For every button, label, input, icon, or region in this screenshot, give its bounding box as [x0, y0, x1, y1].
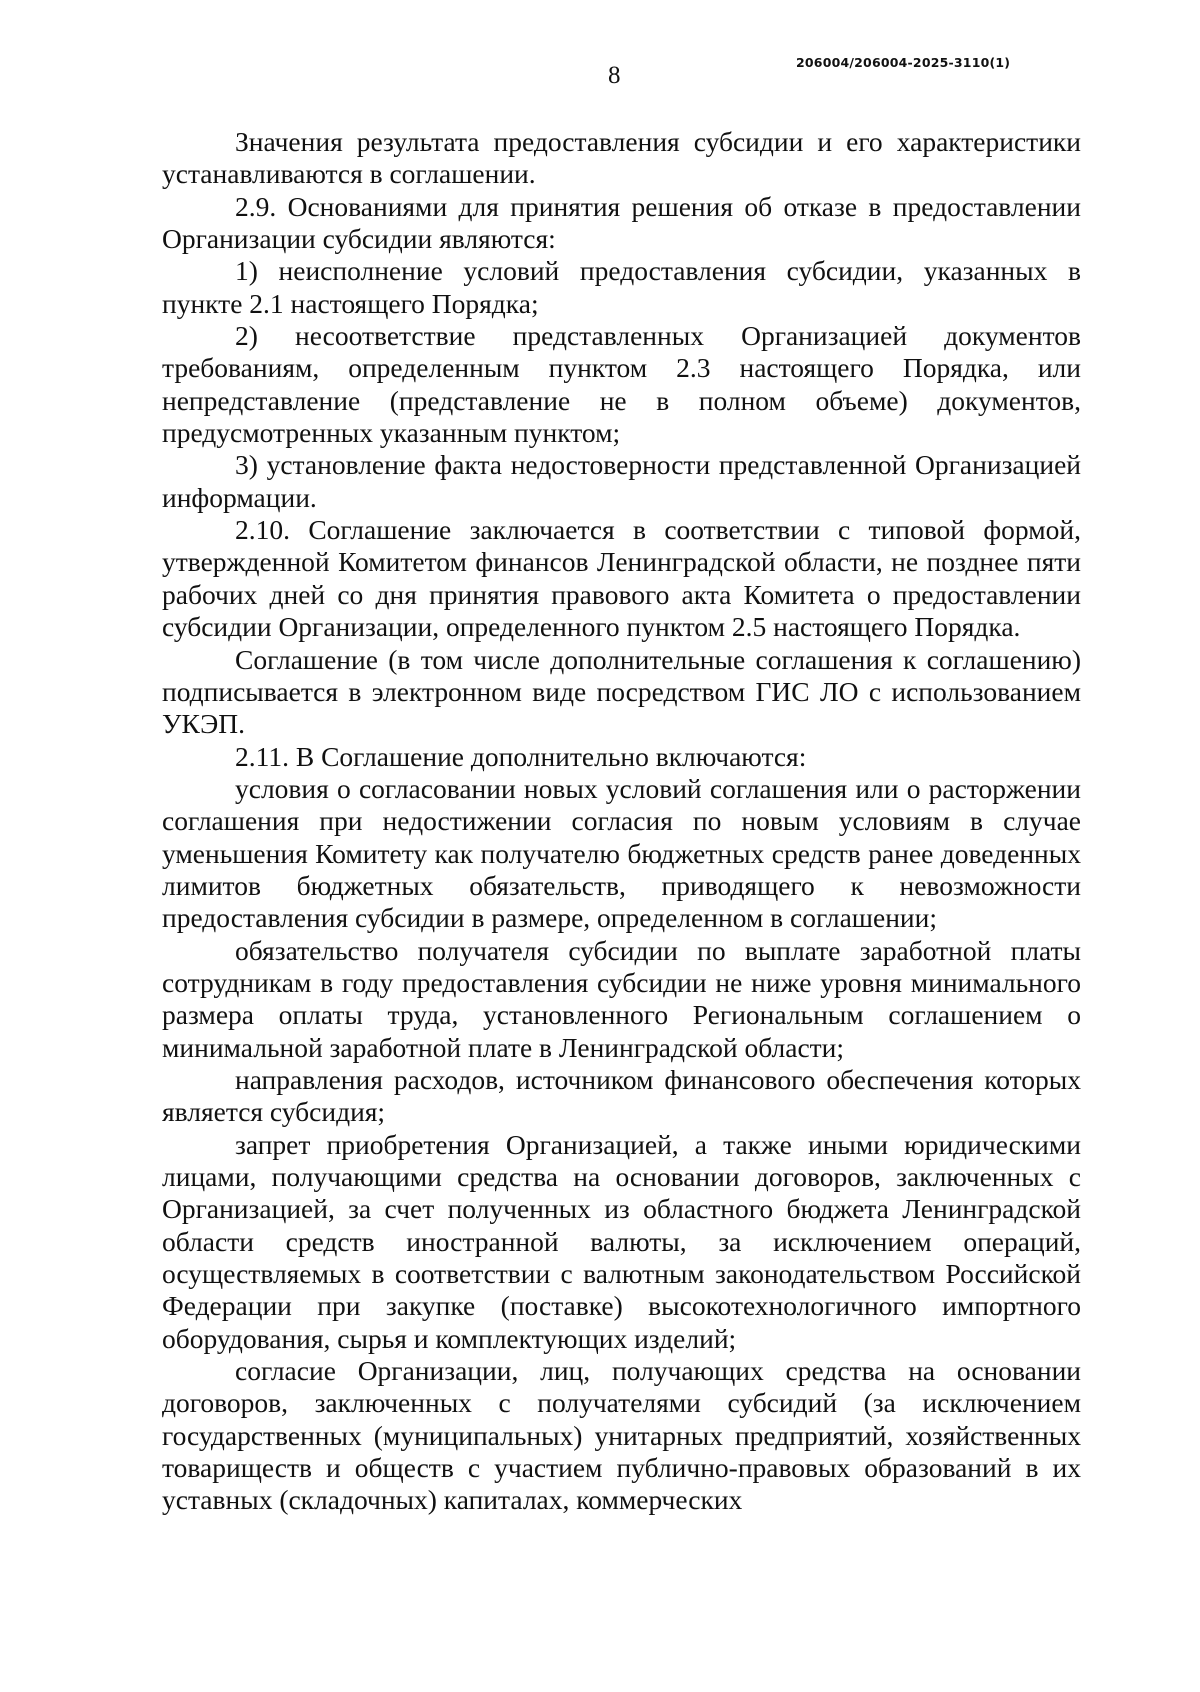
page-number: 8: [608, 62, 621, 89]
paragraph: Соглашение (в том числе дополнительные соглашения к соглашению) подписывается в электронном виде посредством ГИС ЛО с использованием УКЭП.: [162, 643, 1081, 740]
paragraph: 2.11. В Соглашение дополнительно включаются:: [235, 740, 807, 772]
paragraph: Значения результата предоставления субсидии и его характеристики устанавливаются в соглашении.: [162, 126, 1081, 190]
paragraph: 1) неисполнение условий предоставления субсидии, указанных в пункте 2.1 настоящего Порядка;: [162, 255, 1081, 319]
paragraph: согласие Организации, лиц, получающих средства на основании договоров, заключенных с получателями субсидий (за исключением государственных (муниципальных) унитарных предприятий, хозяйственных товариществ и обществ с участием публично-правовых образований в их уставных (складочных) капиталах, коммерческих: [162, 1355, 1081, 1516]
document-body: [162, 126, 1081, 1517]
paragraph: запрет приобретения Организацией, а также иными юридическими лицами, получающими средства на основании договоров, заключенных с Организацией, за счет полученных из областного бюджета Ленинградской области средств иностранной валюты, за исключением операций, осуществляемых в соответствии с валютным законодательством Российской Федерации при закупке (поставке) высокотехнологичного импортного оборудования, сырья и комплектующих изделий;: [162, 1128, 1081, 1354]
paragraph: 3) установление факта недостоверности представленной Организацией информации.: [162, 449, 1081, 513]
paragraph: условия о согласовании новых условий соглашения или о расторжении соглашения при недостижении согласия по новым условиям в случае уменьшения Комитету как получателю бюджетных средств ранее доведенных лимитов бюджетных обязательств, приводящего к невозможности предоставления субсидии в размере, определенном в соглашении;: [162, 772, 1081, 934]
paragraph: 2.10. Соглашение заключается в соответствии с типовой формой, утвержденной Комитетом финансов Ленинградской области, не позднее пяти рабочих дней со дня принятия правового акта Комитета о предоставлении субсидии Организации, определенного пунктом 2.5 настоящего Порядка.: [162, 514, 1081, 643]
paragraph: 2) несоответствие представленных Организацией документов требованиям, определенным пунктом 2.3 настоящего Порядка, или непредставление (представление не в полном объеме) документов, предусмотренных указанным пунктом;: [162, 320, 1081, 449]
document-id: 206004/206004-2025-3110(1): [796, 55, 1011, 70]
paragraph: обязательство получателя субсидии по выплате заработной платы сотрудникам в году предоставления субсидии не ниже уровня минимального размера оплаты труда, установленного Региональным соглашением о минимальной заработной плате в Ленинградской области;: [162, 934, 1081, 1063]
paragraph: направления расходов, источником финансового обеспечения которых является субсидия;: [162, 1063, 1081, 1128]
paragraph: 2.9. Основаниями для принятия решения об отказе в предоставлении Организации субсидии являются:: [162, 190, 1081, 255]
